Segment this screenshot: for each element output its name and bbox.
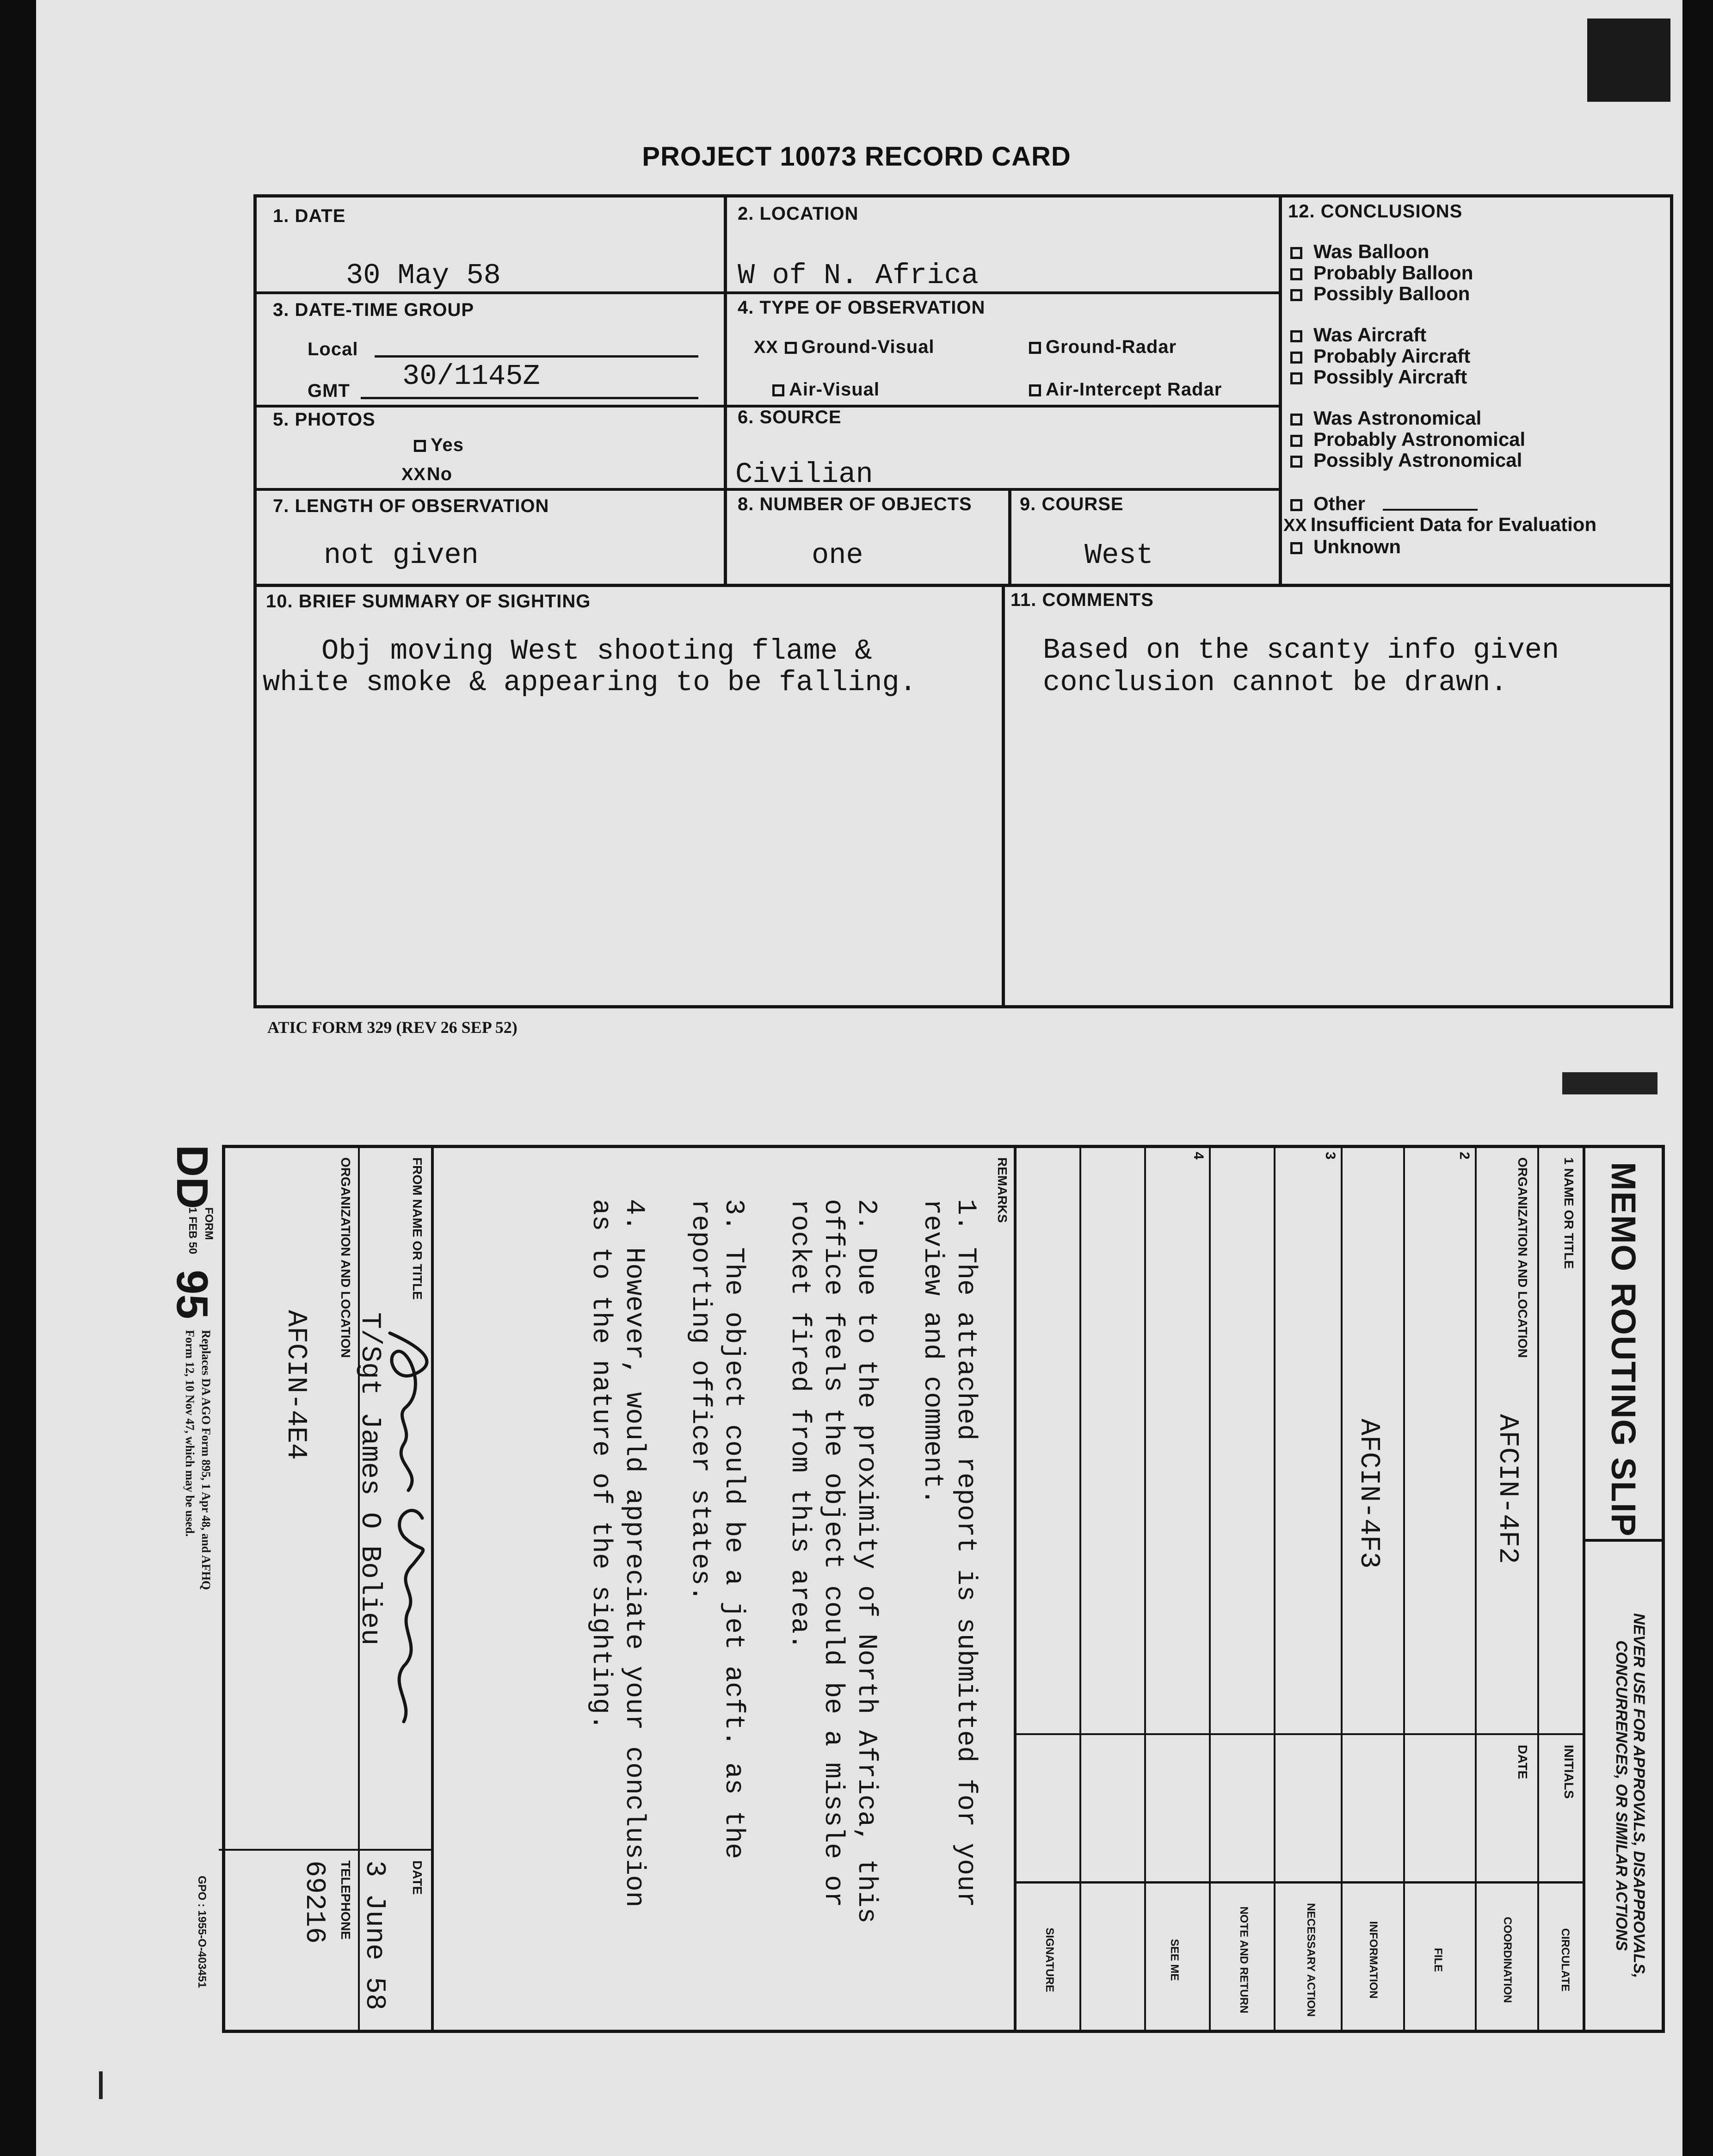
- conclusion-item: Was Balloon: [1290, 241, 1429, 263]
- grid-line: [1079, 1148, 1081, 2030]
- checkbox-icon: [1290, 435, 1302, 447]
- grid-line: [1017, 1881, 1585, 1884]
- grid-line: [1585, 1539, 1662, 1542]
- conclusion-item: Probably Balloon: [1290, 262, 1473, 284]
- checkbox-icon: [1029, 384, 1041, 396]
- conclusion-item-marked: XX Insufficient Data for Evaluation: [1283, 513, 1597, 535]
- checkbox-icon: [1290, 247, 1302, 259]
- checkbox-icon: [414, 440, 426, 452]
- remark-line: office feels the object could be a missle or: [818, 1199, 848, 1908]
- photos-yes: [414, 435, 464, 456]
- conclusion-item: Possibly Balloon: [1290, 283, 1470, 305]
- remark-line: reporting officer states.: [685, 1199, 715, 1602]
- action-information: INFORMATION: [1367, 1921, 1380, 1999]
- comments-label: 11. COMMENTS: [1011, 590, 1154, 610]
- x-mark: XX: [1283, 516, 1307, 535]
- x-mark: XX: [401, 465, 426, 484]
- from-name: T/Sgt James O Bolieu: [354, 1312, 385, 1646]
- grid-line: [1002, 584, 1005, 1008]
- action-signature: SIGNATURE: [1043, 1927, 1056, 1992]
- grid-line: [1403, 1148, 1405, 2030]
- gmt-line: [361, 397, 698, 399]
- checkbox-icon: [1290, 499, 1302, 511]
- dtg-label: 3. DATE-TIME GROUP: [273, 300, 474, 320]
- gmt-label: GMT: [308, 381, 350, 401]
- conclusion-item: Probably Astronomical: [1290, 428, 1525, 451]
- conclusion-item: Unknown: [1290, 536, 1401, 558]
- grid-line: [1341, 1148, 1343, 2030]
- grid-line: [1209, 1148, 1211, 2030]
- routing-1: AFCIN-4F2: [1491, 1414, 1523, 1564]
- from-date-label: DATE: [410, 1860, 425, 1895]
- summary-line: Obj moving West shooting flame &: [321, 635, 872, 667]
- remark-line: 2. Due to the proximity of North Africa, this: [851, 1199, 881, 1924]
- length-label: 7. LENGTH OF OBSERVATION: [273, 496, 549, 516]
- slip-title: MEMO ROUTING SLIP: [1604, 1162, 1643, 1537]
- course-value: West: [1084, 539, 1153, 572]
- objects-value: one: [812, 539, 863, 572]
- summary-line: white smoke & appearing to be falling.: [263, 666, 917, 699]
- checkbox-icon: [1029, 342, 1041, 354]
- action-see-me: SEE ME: [1168, 1939, 1181, 1981]
- other-line: [1383, 509, 1478, 511]
- action-note-return: NOTE AND RETURN: [1238, 1906, 1250, 2014]
- grid-line: [219, 1849, 434, 1851]
- initials-label: INITIALS: [1562, 1745, 1576, 1799]
- observation-type-label: 4. TYPE OF OBSERVATION: [738, 297, 986, 318]
- name-label: 1 NAME OR TITLE: [1562, 1157, 1576, 1269]
- routing-slip-frame: [222, 1145, 1665, 2033]
- checkbox-icon: [1290, 352, 1302, 364]
- source-label: 6. SOURCE: [738, 407, 842, 427]
- checkbox-icon: [1290, 456, 1302, 468]
- objects-label: 8. NUMBER OF OBJECTS: [738, 494, 972, 514]
- dd-form-date: 1 FEB 50: [186, 1207, 199, 1254]
- grid-line: [724, 194, 727, 585]
- row-number: 3: [1323, 1152, 1338, 1160]
- grid-line: [1274, 1148, 1276, 2030]
- signature-graphic: [376, 1324, 441, 1740]
- record-card-title: PROJECT 10073 RECORD CARD: [642, 142, 1071, 172]
- comments-line: conclusion cannot be drawn.: [1043, 666, 1508, 699]
- course-label: 9. COURSE: [1020, 494, 1124, 514]
- from-date: 3 June 58: [358, 1860, 390, 2011]
- from-label: FROM NAME OR TITLE: [410, 1157, 425, 1300]
- row-number: 2: [1457, 1152, 1472, 1160]
- grid-line: [253, 584, 1673, 587]
- checkbox-icon: [1290, 330, 1302, 342]
- grid-line: [1279, 194, 1282, 585]
- remark-line: 1. The attached report is submitted for your: [950, 1199, 980, 1908]
- action-file: FILE: [1432, 1948, 1444, 1972]
- dd-form-mark: DD: [167, 1145, 217, 1209]
- date-value: 30 May 58: [346, 259, 501, 292]
- checkbox-icon: [785, 342, 797, 354]
- local-line: [375, 355, 698, 358]
- routing-slip: [167, 1145, 1665, 2033]
- opt-text: Air-Intercept Radar: [1046, 379, 1222, 400]
- from-org-label: ORGANIZATION AND LOCATION: [339, 1157, 353, 1358]
- grid-line: [1583, 1148, 1585, 2030]
- edge-mark: [1562, 1072, 1658, 1094]
- no-text: No: [426, 464, 453, 484]
- opt-text: Ground-Visual: [801, 337, 935, 357]
- conclusion-item: Possibly Aircraft: [1290, 366, 1467, 388]
- gpo-line: GPO : 1955-O-403451: [196, 1876, 208, 1988]
- binder-tab: [1587, 19, 1670, 102]
- photos-label: 5. PHOTOS: [273, 409, 376, 430]
- remark-line: review and comment.: [917, 1199, 947, 1505]
- date-col-label: DATE: [1516, 1745, 1530, 1779]
- from-org: AFCIN-4E4: [280, 1310, 311, 1460]
- opt-air-visual: [772, 379, 880, 400]
- telephone-label: TELEPHONE: [339, 1860, 353, 1940]
- yes-text: Yes: [431, 435, 464, 455]
- telephone: 69216: [298, 1860, 330, 1944]
- date-label: 1. DATE: [273, 206, 346, 226]
- opt-text: Air-Visual: [789, 379, 880, 400]
- location-value: W of N. Africa: [738, 259, 979, 292]
- remarks-label: REMARKS: [995, 1157, 1010, 1223]
- conclusions-label: 12. CONCLUSIONS: [1288, 201, 1463, 222]
- opt-ground-visual: [754, 337, 935, 358]
- checkbox-icon: [1290, 289, 1302, 301]
- checkbox-icon: [1290, 372, 1302, 384]
- slip-warning: NEVER USE FOR APPROVALS, DISAPPROVALS, CONCURRENCES, OR SIMILAR ACTIONS: [1613, 1613, 1648, 1978]
- location-label: 2. LOCATION: [738, 204, 859, 224]
- length-value: not given: [324, 539, 479, 572]
- conclusion-item: Other: [1290, 493, 1365, 515]
- org-label: ORGANIZATION AND LOCATION: [1516, 1157, 1530, 1358]
- remark-line: 3. The object could be a jet acft. as the: [718, 1199, 748, 1859]
- form-id: ATIC FORM 329 (REV 26 SEP 52): [267, 1018, 518, 1037]
- signature-svg: [376, 1324, 441, 1740]
- conclusion-item: Was Aircraft: [1290, 324, 1426, 346]
- conclusion-item: Probably Aircraft: [1290, 345, 1470, 367]
- conclusion-item: Was Astronomical: [1290, 407, 1481, 429]
- dd-form-label: FORM: [203, 1207, 215, 1240]
- source-value: Civilian: [735, 458, 873, 491]
- action-necessary: NECESSARY ACTION: [1305, 1903, 1317, 2017]
- summary-label: 10. BRIEF SUMMARY OF SIGHTING: [266, 591, 591, 612]
- replaces-line: Replaces DA AGO Form 895, 1 Apr 48, and AFHQ: [199, 1330, 213, 1590]
- dd-form-number: 95: [167, 1270, 217, 1319]
- checkbox-icon: [772, 384, 784, 396]
- remark-line: 4. However, would appreciate your conclusion: [619, 1199, 649, 1908]
- checkbox-icon: [1290, 542, 1302, 554]
- comments-line: Based on the scanty info given: [1043, 634, 1559, 667]
- grid-line: [1144, 1148, 1146, 2030]
- opt-text: Ground-Radar: [1046, 337, 1177, 357]
- replaces-line: Form 12, 10 Nov 47, which may be used.: [183, 1330, 197, 1537]
- routing-2: AFCIN-4F3: [1353, 1419, 1384, 1569]
- opt-ground-radar: [1029, 337, 1177, 358]
- row-number: 4: [1191, 1152, 1206, 1160]
- grid-line: [1008, 490, 1011, 585]
- grid-line: [1017, 1733, 1585, 1735]
- photos-no: [401, 464, 452, 485]
- grid-line: [1537, 1148, 1539, 2030]
- grid-line: [1014, 1148, 1017, 2030]
- remark-line: rocket fired from this area.: [784, 1199, 814, 1650]
- grid-line: [1475, 1148, 1477, 2030]
- conclusion-item: Possibly Astronomical: [1290, 449, 1522, 471]
- action-circulate: CIRCULATE: [1559, 1928, 1571, 1992]
- x-mark: XX: [754, 338, 778, 357]
- edge-mark: [99, 2071, 103, 2099]
- gmt-value: 30/1145Z: [402, 360, 540, 393]
- remark-line: as to the nature of the sighting.: [585, 1199, 616, 1730]
- checkbox-icon: [1290, 268, 1302, 280]
- checkbox-icon: [1290, 414, 1302, 426]
- local-label: Local: [308, 339, 358, 359]
- action-coordination: COORDINATION: [1501, 1916, 1514, 2003]
- opt-air-intercept: [1029, 379, 1222, 400]
